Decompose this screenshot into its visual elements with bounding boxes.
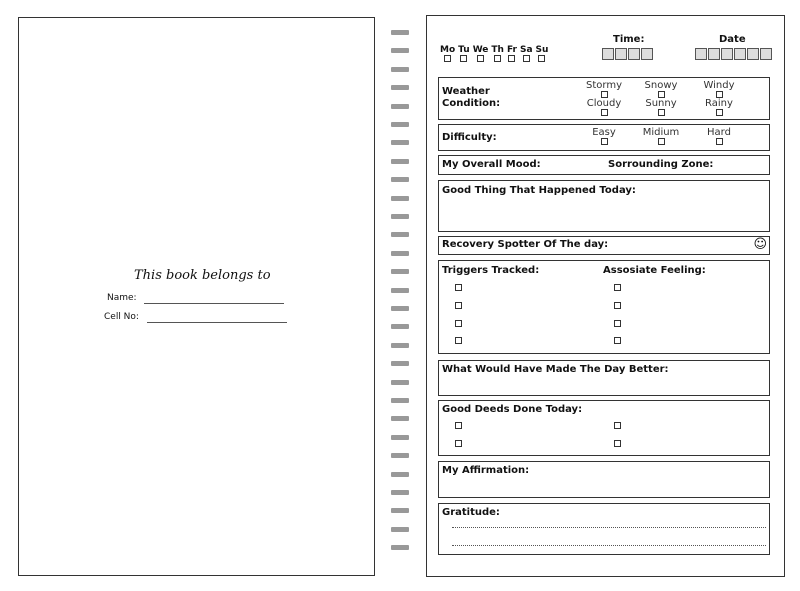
spiral-ring	[391, 453, 409, 458]
time-boxes[interactable]	[602, 45, 654, 64]
difficulty-easy[interactable]: Easy	[574, 127, 634, 145]
deeds-label: Good Deeds Done Today:	[442, 404, 583, 415]
spiral-ring	[391, 380, 409, 385]
weather-rainy[interactable]: Rainy	[689, 98, 749, 116]
zone-label: Sorrounding Zone:	[608, 159, 714, 170]
spiral-ring	[391, 527, 409, 532]
spiral-ring	[391, 472, 409, 477]
trigger-checkbox[interactable]	[455, 320, 462, 327]
spiral-ring	[391, 251, 409, 256]
gratitude-line[interactable]	[452, 545, 766, 546]
gratitude-label: Gratitude:	[442, 507, 500, 518]
spiral-ring	[391, 398, 409, 403]
day-mo[interactable]: Mo	[440, 45, 455, 62]
spiral-ring	[391, 159, 409, 164]
day-su[interactable]: Su	[536, 45, 549, 62]
spiral-ring	[391, 416, 409, 421]
spiral-ring	[391, 177, 409, 182]
deed-checkbox[interactable]	[614, 440, 621, 447]
spiral-ring	[391, 30, 409, 35]
recovery-section[interactable]	[438, 236, 770, 255]
feeling-checkbox[interactable]	[614, 284, 621, 291]
spiral-ring	[391, 232, 409, 237]
weather-label: Weather	[442, 86, 490, 97]
feeling-checkbox[interactable]	[614, 302, 621, 309]
name-line[interactable]	[144, 303, 284, 304]
spiral-ring	[391, 85, 409, 90]
trigger-checkbox[interactable]	[455, 302, 462, 309]
day-th[interactable]: Th	[491, 45, 504, 62]
difficulty-section	[438, 124, 770, 151]
name-label: Name:	[107, 293, 137, 303]
spiral-ring	[391, 122, 409, 127]
cell-line[interactable]	[147, 322, 287, 323]
feeling-label: Assosiate Feeling:	[603, 265, 706, 276]
difficulty-midium[interactable]: Midium	[631, 127, 691, 145]
weather-sunny[interactable]: Sunny	[631, 98, 691, 116]
spiral-ring	[391, 140, 409, 145]
spiral-ring	[391, 306, 409, 311]
gratitude-section	[438, 503, 770, 555]
good-thing-label: Good Thing That Happened Today:	[442, 185, 636, 196]
spiral-ring	[391, 288, 409, 293]
day-tu[interactable]: Tu	[458, 45, 470, 62]
spiral-ring	[391, 343, 409, 348]
affirmation-label: My Affirmation:	[442, 465, 530, 476]
triggers-label: Triggers Tracked:	[442, 265, 540, 276]
spiral-ring	[391, 196, 409, 201]
better-label: What Would Have Made The Day Better:	[442, 364, 669, 375]
spiral-ring	[391, 508, 409, 513]
spiral-ring	[391, 104, 409, 109]
triggers-section	[438, 260, 770, 354]
good-thing-section[interactable]	[438, 180, 770, 232]
mood-label: My Overall Mood:	[442, 159, 541, 170]
time-label: Time:	[613, 34, 645, 45]
spiral-ring	[391, 435, 409, 440]
difficulty-label: Difficulty:	[442, 132, 497, 143]
spiral-ring	[391, 48, 409, 53]
day-fr[interactable]: Fr	[507, 45, 517, 62]
deeds-section	[438, 400, 770, 456]
spiral-ring	[391, 545, 409, 550]
cell-label: Cell No:	[104, 312, 139, 322]
weather-label-2: Condition:	[442, 98, 501, 109]
date-boxes[interactable]	[695, 45, 773, 64]
day-sa[interactable]: Sa	[520, 45, 533, 62]
spiral-ring	[391, 490, 409, 495]
affirmation-section[interactable]	[438, 461, 770, 498]
weather-windy[interactable]: Windy	[689, 80, 749, 98]
smiley-icon: ☺	[753, 237, 767, 252]
feeling-checkbox[interactable]	[614, 320, 621, 327]
weather-section	[438, 77, 770, 120]
weather-cloudy[interactable]: Cloudy	[574, 98, 634, 116]
spiral-ring	[391, 269, 409, 274]
spiral-ring	[391, 324, 409, 329]
trigger-checkbox[interactable]	[455, 337, 462, 344]
day-we[interactable]: We	[473, 45, 489, 62]
spiral-ring	[391, 361, 409, 366]
gratitude-line[interactable]	[452, 527, 766, 528]
spiral-ring	[391, 67, 409, 72]
deed-checkbox[interactable]	[455, 422, 462, 429]
weekday-selector[interactable]	[440, 37, 551, 62]
recovery-label: Recovery Spotter Of The day:	[442, 239, 609, 250]
deed-checkbox[interactable]	[614, 422, 621, 429]
left-page	[18, 17, 375, 576]
weather-stormy[interactable]: Stormy	[574, 80, 634, 98]
belongs-heading: This book belongs to	[134, 268, 271, 283]
mood-section[interactable]	[438, 155, 770, 175]
date-label: Date	[719, 34, 746, 45]
weather-snowy[interactable]: Snowy	[631, 80, 691, 98]
better-section[interactable]	[438, 360, 770, 396]
deed-checkbox[interactable]	[455, 440, 462, 447]
trigger-checkbox[interactable]	[455, 284, 462, 291]
spiral-ring	[391, 214, 409, 219]
feeling-checkbox[interactable]	[614, 337, 621, 344]
difficulty-hard[interactable]: Hard	[689, 127, 749, 145]
